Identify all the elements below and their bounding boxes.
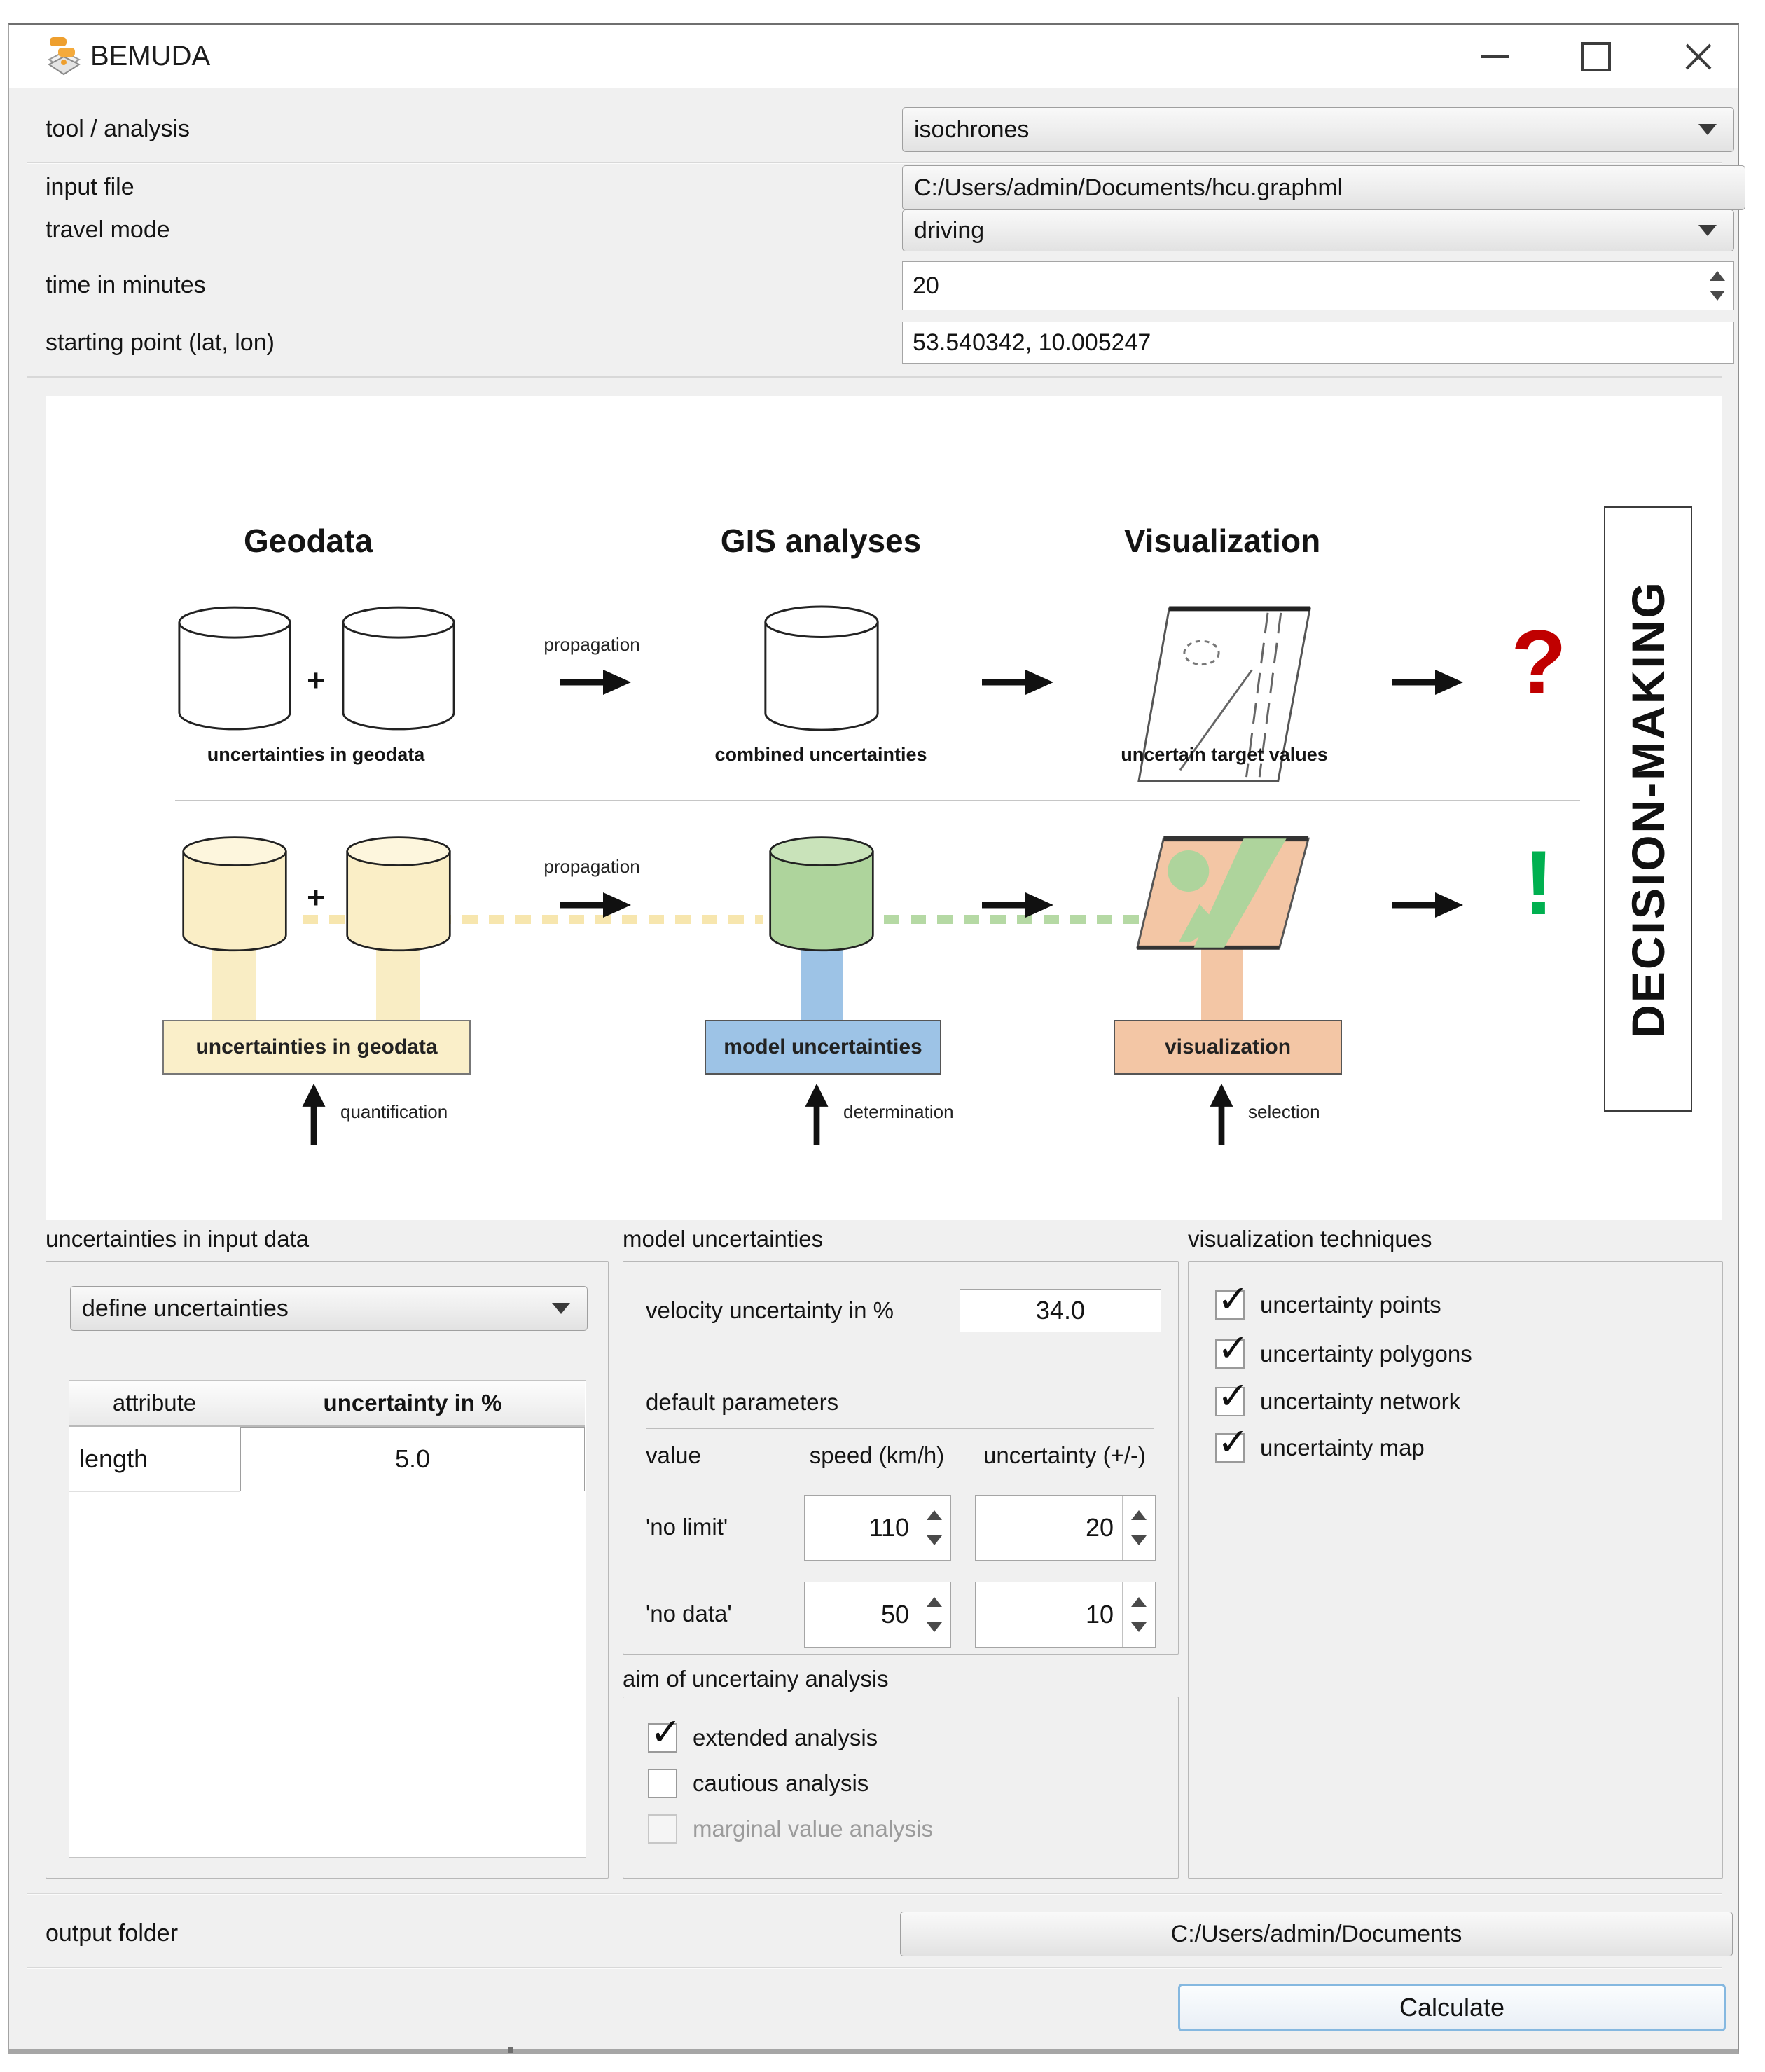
table-header-uncertainty[interactable] [240,1381,585,1427]
arrow-up-icon [1207,1082,1236,1147]
close-icon [1683,41,1714,72]
time-value: 20 [913,272,939,299]
no-data-uncertainty-spinner[interactable] [975,1582,1156,1648]
checkbox-uncertainty-map[interactable] [1215,1421,1425,1463]
checkbox-box[interactable] [1215,1375,1250,1417]
yellow-band [212,947,256,1021]
velocity-uncertainty-input[interactable] [960,1289,1161,1332]
checkbox-label: cautious analysis [693,1770,869,1796]
yellow-cylinder-1 [176,835,293,955]
checkbox-label: uncertainty polygons [1260,1341,1472,1367]
input-file-label: input file [46,173,134,200]
header-label: attribute [112,1390,197,1416]
model-panel-title: model uncertainties [623,1226,824,1252]
checkbox-label: extended analysis [693,1725,878,1750]
separator [27,1893,1722,1895]
time-label: time in minutes [46,271,206,298]
checkbox-label: uncertainty points [1260,1292,1441,1318]
input-file-value: C:/Users/admin/Documents/hcu.graphml [914,174,1343,201]
travel-mode-label: travel mode [46,216,170,243]
output-folder-value: C:/Users/admin/Documents [1170,1920,1462,1947]
chevron-down-icon [1698,124,1717,135]
header-label: uncertainty in % [323,1390,502,1416]
spinner-buttons[interactable] [918,1582,950,1647]
checkbox-label: uncertainty network [1260,1388,1461,1414]
question-mark: ? [1511,611,1567,713]
output-folder-button[interactable] [900,1912,1733,1956]
check-icon: ✓ [1217,1278,1250,1320]
arrow-up-icon [803,1082,831,1147]
checkbox-uncertainty-polygons[interactable] [1215,1327,1472,1369]
calculate-label: Calculate [1399,1993,1505,2022]
arrow-up-icon [300,1082,328,1147]
selection-label: selection [1248,1101,1320,1122]
checkbox-box[interactable] [1215,1278,1250,1320]
checkbox-marginal-value-analysis [648,1814,933,1844]
diagram-divider [175,800,1580,801]
checkbox-box[interactable] [1215,1327,1250,1369]
column-uncertainty-label: uncertainty (+/-) [983,1442,1146,1468]
spinner-buttons[interactable] [1122,1582,1155,1647]
column-value-label: value [646,1442,701,1468]
input-data-panel-title: uncertainties in input data [46,1226,310,1252]
check-icon: ✓ [650,1711,682,1753]
check-icon: ✓ [1217,1327,1250,1369]
spin-down-icon[interactable] [1131,1535,1147,1545]
calculate-button[interactable] [1178,1984,1726,2031]
spinner-buttons[interactable] [1701,262,1733,310]
no-data-speed-spinner[interactable] [804,1582,951,1648]
spinner-value: 20 [1085,1513,1114,1542]
spin-up-icon[interactable] [1710,271,1725,281]
yellow-band [376,947,420,1021]
spin-down-icon[interactable] [1710,291,1725,301]
geodata-cylinder-1 [176,604,293,735]
travel-mode-value: driving [914,216,985,244]
tool-analysis-label: tool / analysis [46,115,190,142]
visualization-panel-title: visualization techniques [1188,1226,1432,1252]
spin-up-icon[interactable] [1131,1597,1147,1607]
define-uncertainties-value: define uncertainties [82,1294,289,1322]
checkbox-uncertainty-network[interactable] [1215,1375,1461,1417]
arrow-right-icon [557,890,634,920]
spin-up-icon[interactable] [1131,1510,1147,1520]
output-folder-label: output folder [46,1919,179,1947]
separator [27,376,1722,378]
title-bar [9,25,1738,88]
check-icon: ✓ [1217,1421,1250,1463]
minimize-button[interactable] [1453,25,1537,88]
spinner-value: 50 [880,1600,909,1629]
starting-point-label: starting point (lat, lon) [46,329,275,356]
propagation-label-row2: propagation [544,856,640,877]
caption-uncertain-target-values: uncertain target values [1121,744,1328,765]
plus-sign: + [307,880,325,915]
checkbox-label: uncertainty map [1260,1435,1425,1460]
checkbox-uncertainty-points[interactable] [1215,1278,1441,1320]
checkbox-box[interactable] [1215,1421,1250,1463]
checkbox-cautious-analysis[interactable] [648,1769,868,1798]
check-icon: ✓ [1217,1375,1250,1417]
maximize-icon [1581,42,1611,71]
spin-up-icon[interactable] [927,1510,942,1520]
orange-band [1201,946,1243,1021]
spinner-buttons[interactable] [918,1496,950,1560]
close-button[interactable] [1656,25,1740,88]
input-file-button[interactable] [902,165,1745,210]
diagram-heading-geodata: Geodata [243,523,373,559]
box-label: uncertainties in geodata [195,1035,438,1058]
gis-cylinder [762,604,881,735]
checkbox-label: marginal value analysis [693,1816,934,1842]
green-cylinder [762,835,881,955]
checkbox-box [648,1814,677,1844]
visualization-box [1114,1020,1342,1075]
default-parameters-label: default parameters [646,1389,839,1415]
box-label: model uncertainties [724,1035,922,1058]
determination-label: determination [843,1101,954,1122]
checkbox-box[interactable] [648,1711,682,1753]
chevron-down-icon [552,1303,570,1314]
model-uncertainties-box [705,1020,941,1075]
tool-analysis-combobox[interactable] [902,107,1734,152]
no-limit-speed-spinner[interactable] [804,1495,951,1561]
cell-value: 5.0 [394,1444,431,1473]
time-spinner[interactable] [902,261,1734,310]
quantification-label: quantification [340,1101,448,1122]
blue-band [801,947,843,1021]
cell-value: length [79,1444,148,1473]
spin-down-icon[interactable] [927,1622,942,1632]
colored-map-sketch [1133,835,1313,951]
spinner-value: 10 [1085,1600,1114,1629]
geodata-cylinder-2 [340,604,457,735]
decision-making-text: DECISION-MAKING [1622,580,1674,1038]
arrow-right-icon [1389,890,1466,920]
define-uncertainties-combobox[interactable] [70,1286,588,1331]
table-cell-attribute[interactable] [69,1427,240,1492]
starting-point-value: 53.540342, 10.005247 [913,329,1151,356]
maximize-button[interactable] [1554,25,1638,88]
table-cell-uncertainty[interactable] [240,1427,585,1491]
checkbox-box[interactable] [648,1769,677,1798]
caption-combined-uncertainties: combined uncertainties [714,744,927,765]
checkbox-extended-analysis[interactable] [648,1711,878,1753]
table-header-attribute[interactable] [69,1381,240,1427]
velocity-uncertainty-label: velocity uncertainty in % [646,1297,894,1323]
chevron-down-icon [1698,225,1717,236]
default-parameters-divider [646,1428,1154,1429]
tool-analysis-value: isochrones [914,116,1030,143]
spin-down-icon[interactable] [927,1535,942,1545]
no-data-label: 'no data' [646,1601,732,1626]
arrow-right-icon [557,667,634,698]
window-title: BEMUDA [90,41,211,71]
minimize-icon [1481,55,1509,58]
app-icon [44,34,83,78]
uncertainty-table[interactable] [69,1380,586,1858]
aim-panel-title: aim of uncertainy analysis [623,1666,889,1692]
plus-sign: + [307,663,325,698]
column-speed-label: speed (km/h) [809,1442,945,1468]
spinner-value: 110 [868,1513,909,1542]
decision-making-banner [1604,506,1692,1112]
box-label: visualization [1164,1035,1292,1058]
travel-mode-combobox[interactable] [902,209,1734,251]
arrow-right-icon [1389,667,1466,698]
spin-down-icon[interactable] [1131,1622,1147,1632]
spin-up-icon[interactable] [927,1597,942,1607]
uncertainties-in-geodata-box [162,1020,471,1075]
arrow-right-icon [979,667,1056,698]
no-limit-label: 'no limit' [646,1514,728,1540]
separator [27,162,1722,164]
diagram-heading-visualization: Visualization [1123,523,1321,559]
resize-notch [508,2047,513,2053]
no-limit-uncertainty-spinner[interactable] [975,1495,1156,1561]
velocity-value: 34.0 [1035,1296,1086,1325]
exclamation-mark: ! [1523,831,1554,934]
starting-point-input[interactable] [902,322,1734,364]
caption-uncertainties-geodata: uncertainties in geodata [207,744,425,765]
yellow-cylinder-2 [340,835,457,955]
spinner-buttons[interactable] [1122,1496,1155,1560]
separator [27,1967,1722,1969]
propagation-label-row1: propagation [544,634,640,655]
uncertainty-workflow-diagram [46,396,1722,1220]
arrow-right-icon [979,890,1056,920]
diagram-heading-gis: GIS analyses [720,523,922,559]
